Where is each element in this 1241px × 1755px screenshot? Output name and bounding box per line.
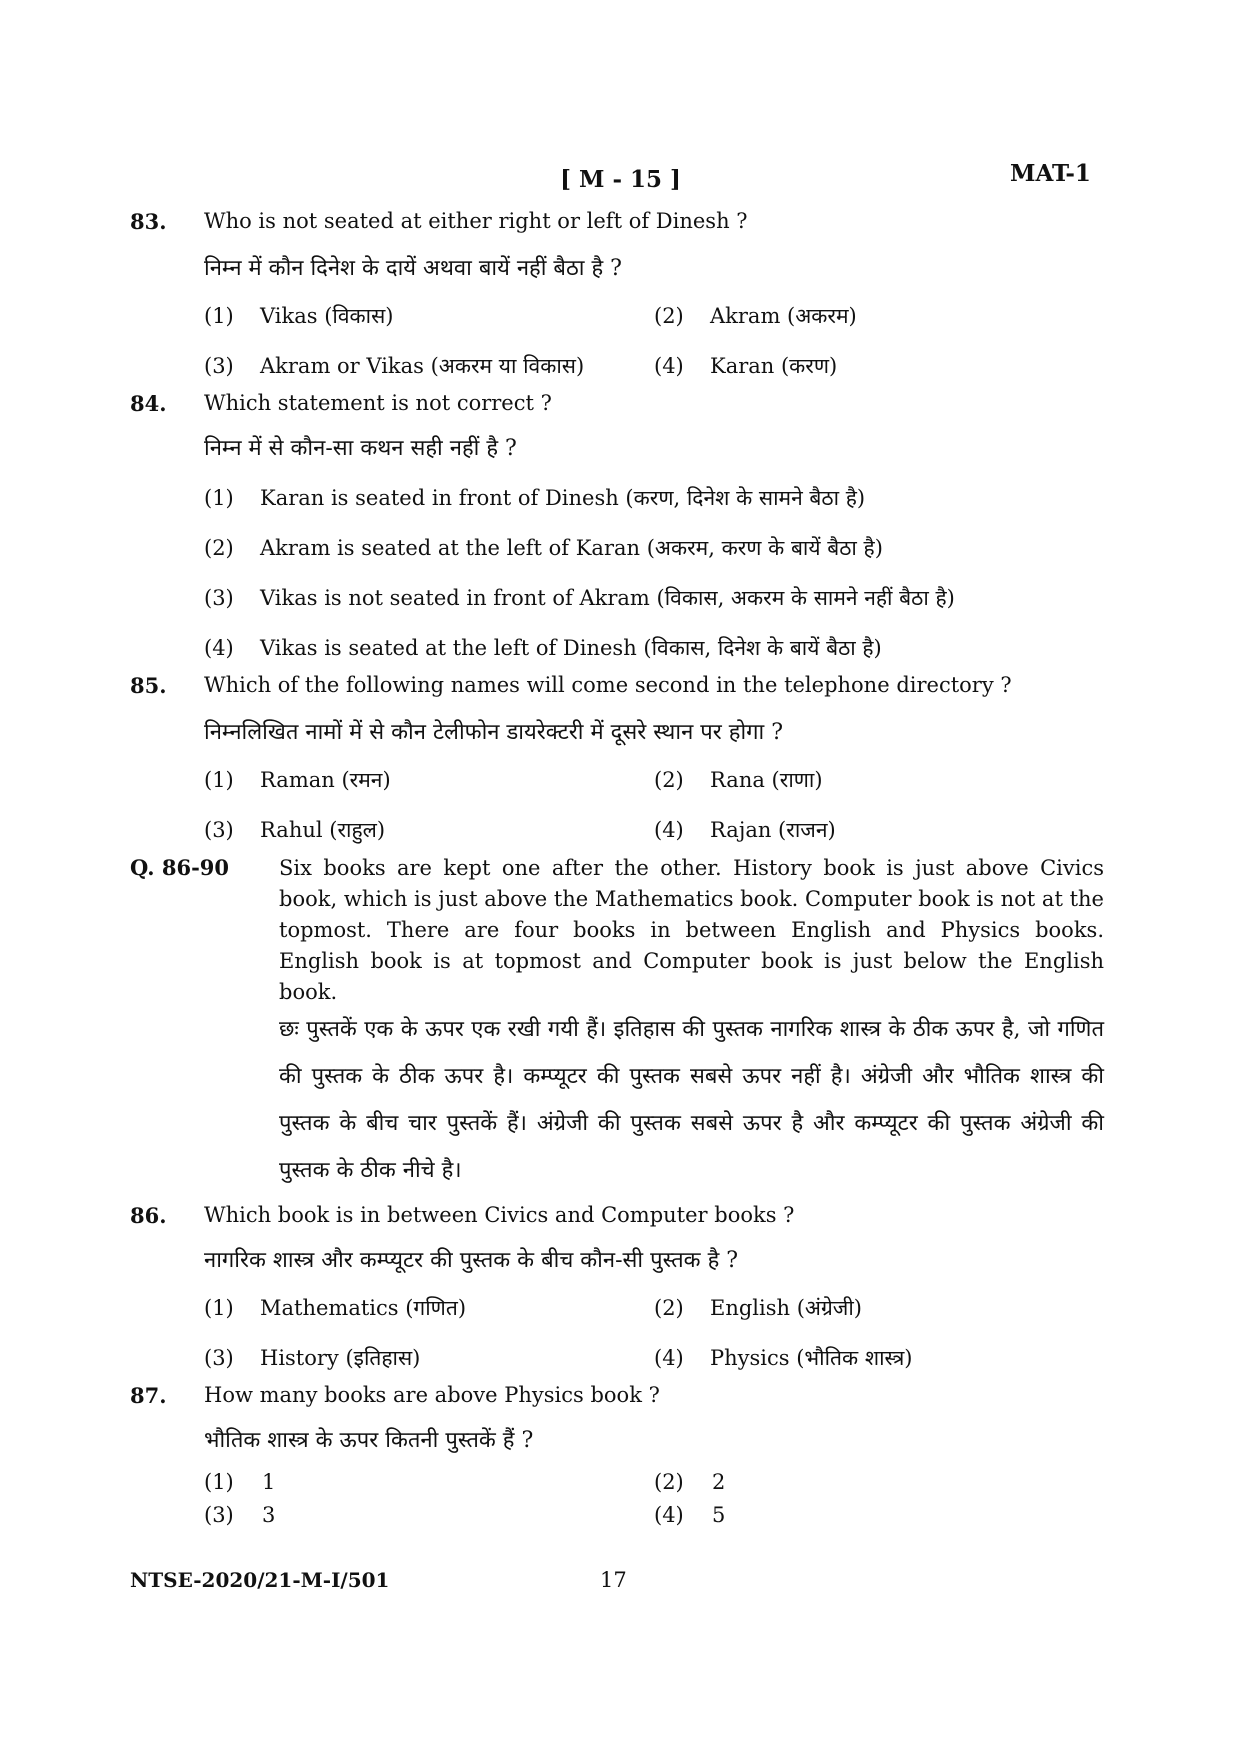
question-text-hi: निम्न में से कौन-सा कथन सही नहीं है ?	[204, 436, 517, 461]
question-number: 84.	[130, 391, 167, 416]
question-text-en: Which statement is not correct ?	[204, 391, 552, 415]
option-3: (3) History (इतिहास)	[204, 1346, 421, 1370]
option-4: (4) 5	[654, 1503, 726, 1527]
option-3: (3) Vikas is not seated in front of Akram (विकास, अकरम के सामने नहीं बैठा है)	[204, 586, 955, 610]
option-4: (4) Rajan (राजन)	[654, 818, 836, 842]
option-3: (3) Rahul (राहुल)	[204, 818, 386, 842]
question-number: 85.	[130, 673, 167, 698]
passage-text-hi: छः पुस्तकें एक के ऊपर एक रखी गयी हैं। इतिहास की पुस्तक नागरिक शास्त्र के ठीक ऊपर है, जो गणित की पुस्तक के ठीक ऊपर है। कम्प्यूटर की पुस्तक सबसे ऊपर नहीं है। अंग्रेजी और भौतिक शास्त्र की पुस्तक के बीच चार पुस्तकें हैं। अंग्रेजी की पुस्तक सबसे ऊपर है और कम्प्यूटर की पुस्तक अंग्रेजी की पुस्तक के ठीक नीचे है।	[279, 1017, 1104, 1183]
option-3: (3) Akram or Vikas (अकरम या विकास)	[204, 354, 585, 378]
question-number: 86.	[130, 1203, 167, 1228]
paper-code: MAT-1	[1010, 160, 1091, 187]
option-1: (1) Karan is seated in front of Dinesh (करण, दिनेश के सामने बैठा है)	[204, 486, 866, 510]
page-number: 17	[600, 1568, 627, 1592]
page-code: [ M - 15 ]	[560, 166, 681, 193]
option-2: (2) Akram is seated at the left of Karan (अकरम, करण के बायें बैठा है)	[204, 536, 883, 560]
question-number: 87.	[130, 1383, 167, 1408]
question-text-hi: नागरिक शास्त्र और कम्प्यूटर की पुस्तक के बीच कौन-सी पुस्तक है ?	[204, 1248, 739, 1273]
option-2: (2) English (अंग्रेजी)	[654, 1296, 863, 1320]
option-3: (3) 3	[204, 1503, 276, 1527]
option-2: (2) Akram (अकरम)	[654, 304, 857, 328]
question-text-en: Which book is in between Civics and Computer books ?	[204, 1203, 795, 1227]
question-number: 83.	[130, 209, 167, 234]
exam-code: NTSE-2020/21-M-I/501	[130, 1568, 390, 1592]
option-2: (2) Rana (राणा)	[654, 768, 823, 792]
option-1: (1) 1	[204, 1470, 276, 1494]
question-text-hi: भौतिक शास्त्र के ऊपर कितनी पुस्तकें हैं ?	[204, 1428, 534, 1453]
question-text-en: How many books are above Physics book ?	[204, 1383, 660, 1407]
question-text-hi: निम्नलिखित नामों में से कौन टेलीफोन डायरेक्टरी में दूसरे स्थान पर होगा ?	[204, 720, 784, 745]
option-4: (4) Karan (करण)	[654, 354, 838, 378]
question-text-en: Which of the following names will come second in the telephone directory ?	[204, 673, 1012, 697]
option-1: (1) Raman (रमन)	[204, 768, 391, 792]
question-text-en: Who is not seated at either right or left of Dinesh ?	[204, 209, 748, 233]
option-2: (2) 2	[654, 1470, 726, 1494]
option-4: (4) Vikas is seated at the left of Dinesh (विकास, दिनेश के बायें बैठा है)	[204, 636, 882, 660]
option-4: (4) Physics (भौतिक शास्त्र)	[654, 1346, 913, 1370]
question-text-hi: निम्न में कौन दिनेश के दायें अथवा बायें नहीं बैठा है ?	[204, 256, 622, 281]
option-1: (1) Mathematics (गणित)	[204, 1296, 467, 1320]
passage-label: Q. 86-90	[130, 855, 230, 880]
passage-text-en: Six books are kept one after the other. History book is just above Civics book, which is just above the Mathematics book. Computer book is not at the topmost. There are four books in between English and Physics books. English book is at topmost and Computer book is just below the English book.	[279, 856, 1104, 1004]
option-1: (1) Vikas (विकास)	[204, 304, 394, 328]
